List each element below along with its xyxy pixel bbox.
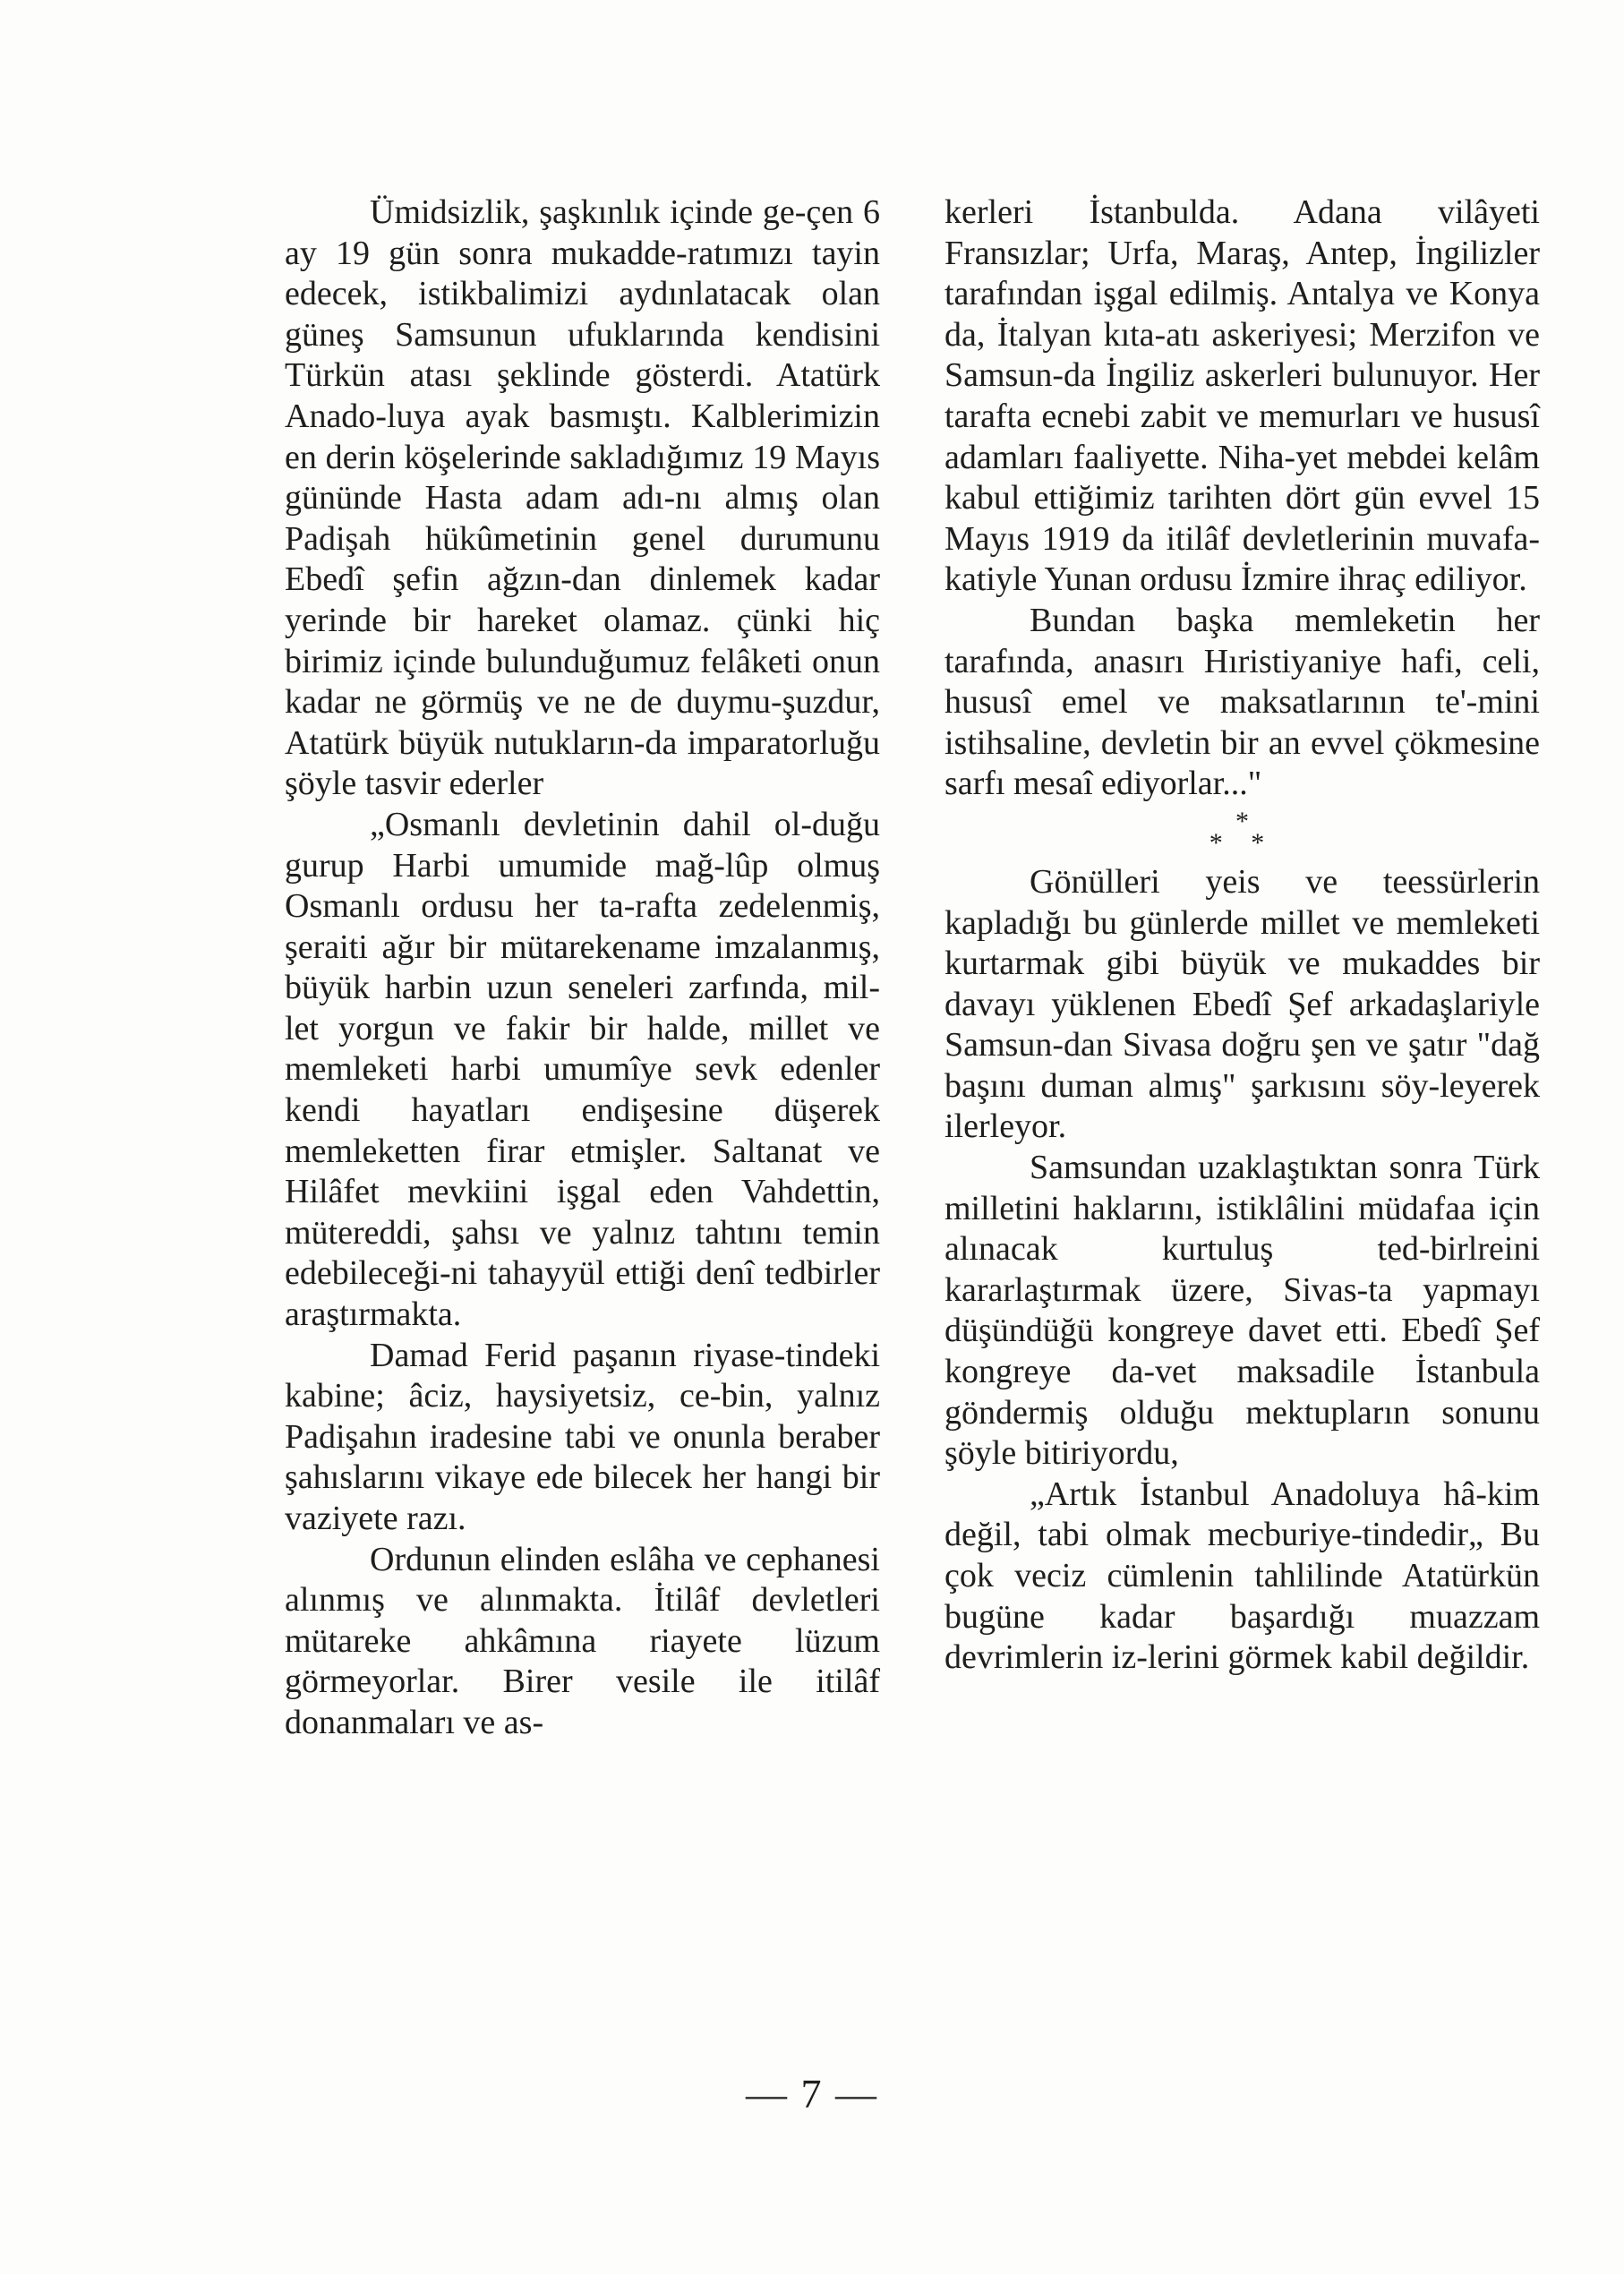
right-column — [944, 192, 1540, 1679]
page-number: — 7 — — [746, 2071, 878, 2116]
asterisk-bottom: * * — [1209, 827, 1276, 858]
paragraph-istanbul-continued: kerleri İstanbulda. Adana vilâyeti Fransızlar; Urfa, Maraş, Antep, İngilizler tarafından işgal edilmiş. Antalya ve Konya da, İtalyan kıta-atı askeriyesi; Merzifon ve Samsun-da İngiliz askerleri bulunuyor. Her tarafta ecnebi zabit ve memurları ve hususî adamları faaliyette. Niha-yet mebdei kelâm kabul ettiğimiz tarihten dört gün evvel 15 Mayıs 1919 da itilâf devletlerinin muvafa-katiyle Yunan ordusu İzmire ihraç ediliyor. — [944, 193, 1540, 599]
paragraph-damad-ferid: Damad Ferid paşanın riyase-tindeki kabine; âciz, haysiyetsiz, ce-bin, yalnız Padişahın iradesine tabi ve onunla beraber şahıslarını vikaye ede bilecek her hangi bir vaziyete razı. — [285, 1336, 880, 1537]
section-separator-asterisks — [944, 805, 1540, 862]
paragraph-bundan-baska: Bundan başka memleketin her tarafında, anasırı Hıristiyaniye hafi, celi, hususî emel ve maksatlarının te'-mini istihsaline, devletin bir an evvel çökmesine sarfı mesaî ediyorlar..." — [944, 601, 1540, 803]
paragraph-intro: Ümidsizlik, şaşkınlık içinde ge-çen 6 ay 19 gün sonra mukadde-ratımızı tayin edecek, istikbalimizi aydınlatacak olan güneş Samsunun ufuklarında kendisini Türkün atası şeklinde gösterdi. Atatürk Anado-luya ayak basmıştı. Kalblerimizin en derin köşelerinde sakladığımız 19 Mayıs gününde Hasta adam adı-nı almış olan Padişah hükûmetinin genel durumunu Ebedî şefin ağzın-dan dinlemek kadar yerinde bir hareket olamaz. çünki hiç birimiz içinde bulunduğumuz felâketi onun kadar ne görmüş ve ne de duymu-şuzdur, Atatürk büyük nutukların-da imparatorluğu şöyle tasvir ederler — [285, 193, 880, 803]
paragraph-samsundan: Samsundan uzaklaştıktan sonra Türk milletini haklarını, istiklâlini müdafaa için alınacak kurtuluş ted-birlreini kararlaştırmak üzere, Sivas-ta yapmayı düşündüğü kongreye davet etti. Ebedî Şef kongreye da-vet maksadile İstanbula göndermiş olduğu mektupların sonunu şöyle bitiriyordu, — [944, 1149, 1540, 1473]
paragraph-quote-osmanli: „Osmanlı devletinin dahil ol-duğu gurup Harbi umumide mağ-lûp olmuş Osmanlı ordusu her ta-rafta zedelenmiş, şeraiti ağır bir mütarekename imzalanmış, büyük harbin uzun seneleri zarfında, mil-let yorgun ve fakir bir halde, millet ve memleketi harbi umumîye sevk edenler kendi hayatları endişesine düşerek memleketten firar etmişler. Saltanat ve Hilâfet mevkiini işgal eden Vahdettin, mütereddi, şahsı ve yalnız tahtını temin edebileceği-ni tahayyül ettiği denî tedbirler araştırmakta. — [285, 805, 880, 1334]
paragraph-gonulleri: Gönülleri yeis ve teessürlerin kapladığı bu günlerde millet ve memleketi kurtarmak gibi büyük ve mukaddes bir davayı yüklenen Ebedî Şef arkadaşlariyle Samsun-dan Sivasa doğru şen ve şatır "dağ başını duman almış" şarkısını söy-leyerek ilerleyor. — [944, 862, 1540, 1146]
left-column — [285, 192, 880, 1744]
asterisk-top: * — [1235, 806, 1249, 836]
paragraph-artik-istanbul: „Artık İstanbul Anadoluya hâ-kim değil, tabi olmak mecburiye-tindedir„ Bu çok veciz cümlenin tahlilinde Atatürkün bugüne kadar başardığı muazzam devrimlerin iz-lerini görmek kabil değildir. — [944, 1475, 1540, 1677]
paragraph-ordunun: Ordunun elinden eslâha ve cephanesi alınmış ve alınmakta. İtilâf devletleri mütareke ahkâmına riayete lüzum görmeyorlar. Birer vesile ile itilâf donanmaları ve as- — [285, 1540, 880, 1741]
